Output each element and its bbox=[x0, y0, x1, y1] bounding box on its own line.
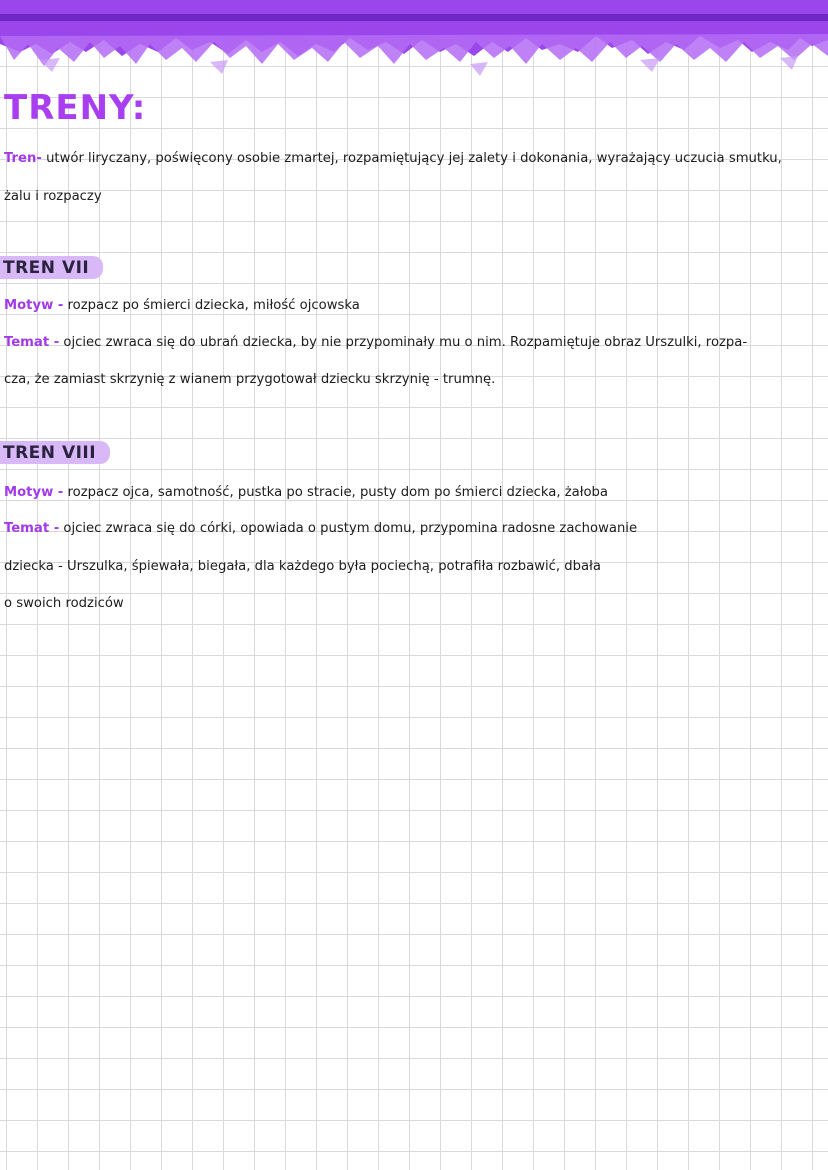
tren-viii-topic-line-3 bbox=[4, 595, 124, 613]
tren-vii-topic-label: Temat - bbox=[4, 335, 60, 350]
intro-term: Tren- bbox=[4, 151, 42, 166]
intro-definition-continued: żalu i rozpaczy bbox=[4, 189, 102, 204]
tren-viii-motif-label: Motyw - bbox=[4, 485, 64, 500]
tren-vii-motif-text: rozpacz po śmierci dziecka, miłość ojcowska bbox=[67, 298, 360, 313]
tren-viii-motif-line bbox=[4, 484, 608, 502]
tren-viii-topic-text-1: ojciec zwraca się do córki, opowiada o pustym domu, przypomina radosne zachowanie bbox=[63, 521, 638, 536]
intro-line-1 bbox=[4, 150, 782, 168]
tren-viii-topic-text-2: dziecka - Urszulka, śpiewała, biegała, dla każdego była pociechą, potrafiła rozbawić, dbała bbox=[4, 559, 601, 574]
tren-viii-motif-text: rozpacz ojca, samotność, pustka po stracie, pusty dom po śmierci dziecka, żałoba bbox=[67, 485, 609, 500]
intro-definition: utwór liryczany, poświęcony osobie zmartej, rozpamiętujący jej zalety i dokonania, wyrażający uczucia smutku, bbox=[46, 151, 782, 166]
page-title: TRENY: bbox=[4, 88, 147, 128]
tren-vii-motif-line bbox=[4, 297, 360, 315]
tren-viii-topic-text-3: o swoich rodziców bbox=[4, 596, 124, 611]
tren-vii-topic-line-1 bbox=[4, 334, 747, 352]
tren-viii-topic-line-1 bbox=[4, 520, 637, 538]
intro-line-2 bbox=[4, 188, 102, 206]
decorative-header-band bbox=[0, 0, 828, 80]
tren-viii-topic-label: Temat - bbox=[4, 521, 60, 536]
section-heading-tren-vii: TREN VII bbox=[0, 256, 103, 279]
tren-viii-topic-line-2 bbox=[4, 558, 601, 576]
section-heading-tren-viii: TREN VIII bbox=[0, 441, 110, 464]
tren-vii-topic-line-2 bbox=[4, 371, 495, 389]
tren-vii-motif-label: Motyw - bbox=[4, 298, 64, 313]
tren-vii-topic-text-1: ojciec zwraca się do ubrań dziecka, by nie przypominały mu o nim. Rozpamiętuje obraz Urszulki, rozpa- bbox=[63, 335, 748, 350]
tren-vii-topic-text-2: cza, że zamiast skrzynię z wianem przygotował dziecku skrzynię - trumnę. bbox=[4, 372, 496, 387]
